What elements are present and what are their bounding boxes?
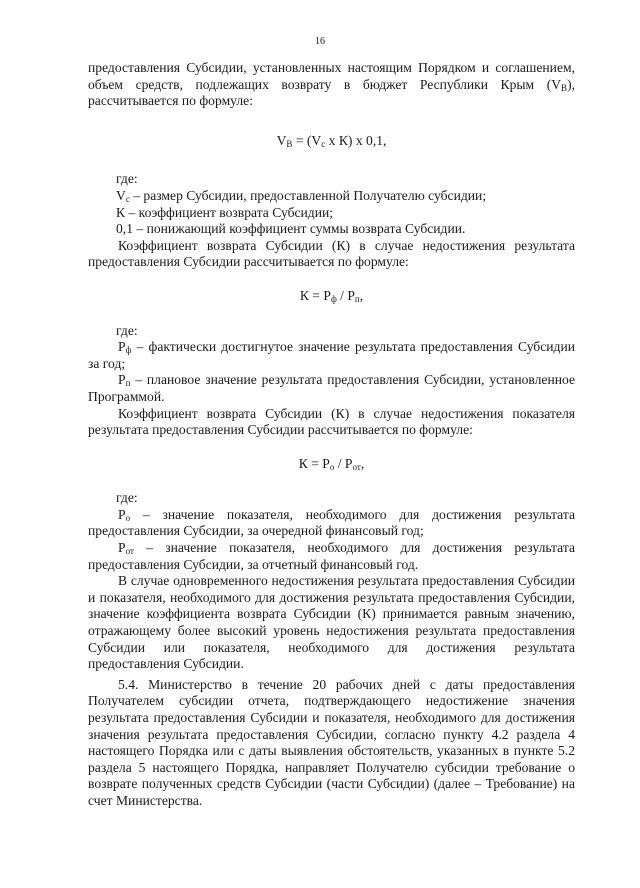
- where-label: где:: [116, 490, 138, 506]
- where-label: где:: [116, 171, 138, 187]
- formula-refund-volume: $V_В = (V_c$ х К) х 0,1,: [276, 132, 387, 149]
- definition-pp: $Р_п$ – плановое значение результата предоставления Субсидии, установленное Программой.: [88, 372, 575, 404]
- coefficient-paragraph-result: Коэффициент возврата Субсидии (К) в случае недостижения результата предоставления Субсидии рассчитывается по формуле:: [88, 237, 575, 270]
- definition-pf: $Р_ф$ – фактически достигнутое значение результата предоставления Субсидии за год;: [88, 339, 575, 371]
- definition-reduction-factor: 0,1 – понижающий коэффициент суммы возврата Субсидии.: [116, 221, 466, 237]
- simultaneous-shortfall-paragraph: В случае одновременного недостижения результата предоставления Субсидии и показателя, необходимого для достижения результата предоставления Субсидии, значение коэффициента возврата Субсидии (К) принимается равным значению, отражающему более высокий уровень недостижения результата предоставления Субсидии или показателя, необходимого для достижения результата предоставления Субсидии.: [88, 573, 575, 672]
- definition-vc: $V_c$ – размер Субсидии, предоставленной Получателю субсидии;: [116, 187, 487, 204]
- definition-k: К – коэффициент возврата Субсидии;: [116, 204, 334, 220]
- formula-coefficient-result: $К = Р_ф / Р_п$,: [299, 287, 364, 304]
- definition-pot: $Р_{от}$ – значение показателя, необходимого для достижения результата предоставления Субсидии, за отчетный финансовый год.: [88, 540, 575, 572]
- formula-coefficient-indicator: $К = Р_о / Р_{от}$,: [298, 455, 365, 472]
- where-label: где:: [116, 322, 138, 338]
- intro-paragraph: предоставления Субсидии, установленных настоящим Порядком и соглашением, объем средств, подлежащих возврату в бюджет Республики Крым $(V_В)$, рассчитывается по формуле:: [88, 60, 575, 109]
- clause-5-4-paragraph: 5.4. Министерство в течение 20 рабочих дней с даты предоставления Получателем субсидии отчета, подтверждающего недостижение значения результата предоставления Субсидии и показателя, необходимого для достижения значения результата предоставления Субсидии, согласно пункту 4.2 раздела 4 настоящего Порядка или с даты выявления обстоятельств, указанных в пункте 5.2 раздела 5 настоящего Порядка, направляет Получателю субсидии требование о возврате полученных средств Субсидии (части Субсидии) (далее – Требование) на счет Министерства.: [88, 676, 575, 808]
- page-number: 16: [315, 36, 325, 47]
- coefficient-paragraph-indicator: Коэффициент возврата Субсидии (К) в случае недостижения показателя результата предоставления Субсидии рассчитывается по формуле:: [88, 405, 575, 438]
- definition-po: $Р_о$ – значение показателя, необходимого для достижения результата предоставления Субсидии, за очередной финансовый год;: [88, 506, 575, 539]
- document-body: [88, 60, 575, 810]
